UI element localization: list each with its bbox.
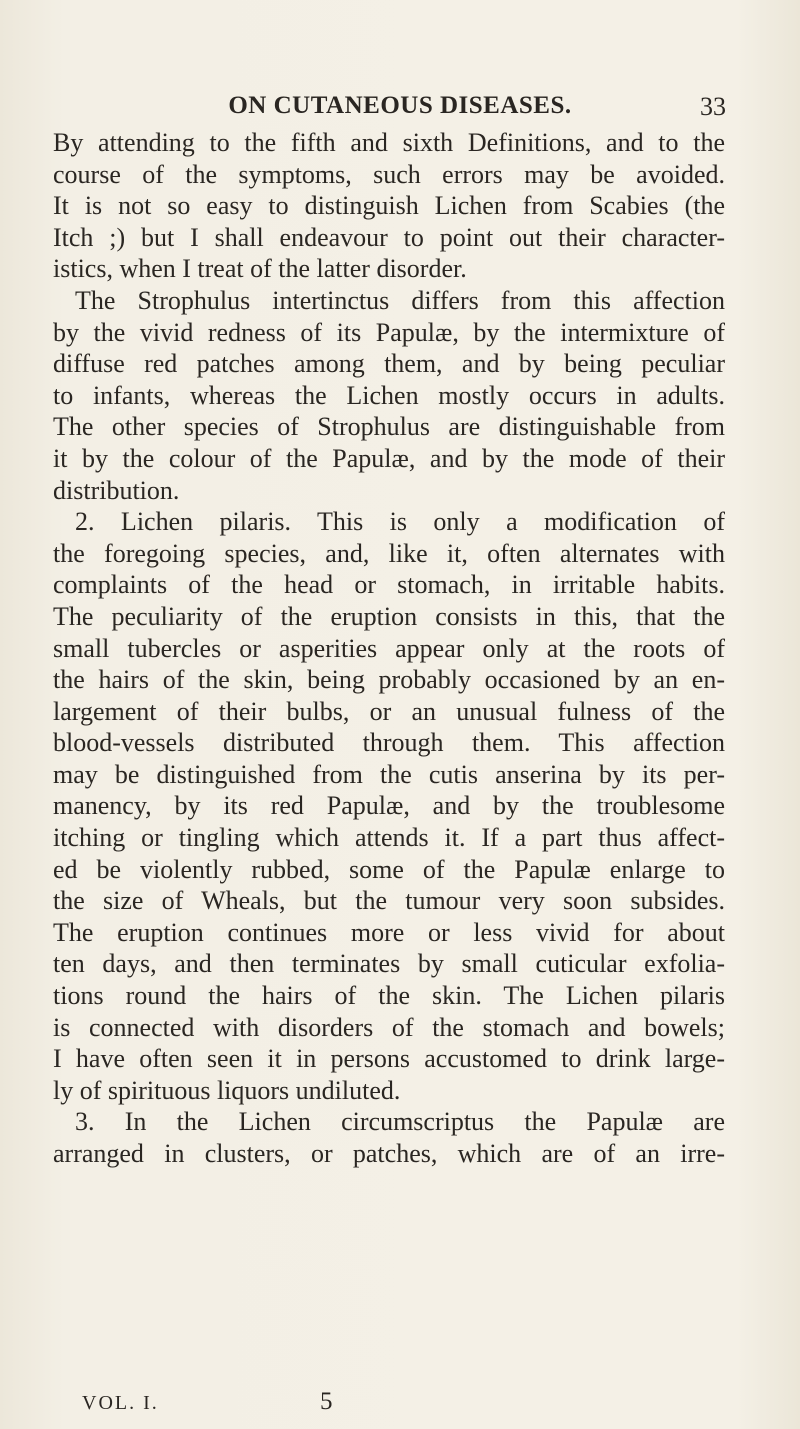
- page-footer: [82, 1388, 502, 1415]
- text-line: ed be violently rubbed, some of the Papulæ enlarge to: [53, 854, 725, 884]
- text-line: largement of their bulbs, or an unusual fulness of the: [53, 696, 725, 726]
- text-line: The other species of Strophulus are distinguishable from: [53, 412, 725, 442]
- text-line: Itch ;) but I shall endeavour to point out their character-: [53, 222, 725, 252]
- text-line: by the vivid redness of its Papulæ, by the intermixture of: [53, 317, 725, 347]
- text-line: complaints of the head or stomach, in irritable habits.: [53, 570, 725, 600]
- text-line: it by the colour of the Papulæ, and by the mode of their: [53, 443, 725, 473]
- text-line: the hairs of the skin, being probably occasioned by an en-: [53, 665, 725, 695]
- text-line: 3. In the Lichen circumscriptus the Papulæ are: [75, 1107, 725, 1137]
- text-line: The peculiarity of the eruption consists in this, that the: [53, 601, 725, 631]
- text-line: the size of Wheals, but the tumour very soon subsides.: [53, 886, 725, 916]
- text-line: to infants, whereas the Lichen mostly occurs in adults.: [53, 380, 725, 410]
- body-text: [53, 127, 725, 1170]
- text-line: itching or tingling which attends it. If a part thus affect-: [53, 823, 725, 853]
- text-line: I have often seen it in persons accustomed to drink large-: [53, 1044, 725, 1074]
- text-line: is connected with disorders of the stomach and bowels;: [53, 1012, 725, 1042]
- text-line: The Strophulus intertinctus differs from this affection: [75, 285, 725, 315]
- text-line: manency, by its red Papulæ, and by the troublesome: [53, 791, 725, 821]
- text-line: may be distinguished from the cutis anserina by its per-: [53, 759, 725, 789]
- text-line: the foregoing species, and, like it, often alternates with: [53, 538, 725, 568]
- text-line: istics, when I treat of the latter disorder.: [53, 254, 467, 284]
- text-line: small tubercles or asperities appear only at the roots of: [53, 633, 725, 663]
- text-line: course of the symptoms, such errors may be avoided.: [53, 159, 725, 189]
- text-line: distribution.: [53, 475, 180, 505]
- text-line: diffuse red patches among them, and by being peculiar: [53, 349, 725, 379]
- running-title: ON CUTANEOUS DISEASES.: [228, 92, 572, 119]
- text-line: The eruption continues more or less vivid for about: [53, 917, 725, 947]
- text-line: It is not so easy to distinguish Lichen from Scabies (the: [53, 191, 725, 221]
- text-line: arranged in clusters, or patches, which are of an irre-: [53, 1139, 725, 1168]
- text-line: ten days, and then terminates by small cuticular exfolia-: [53, 949, 725, 979]
- text-line: tions round the hairs of the skin. The Lichen pilaris: [53, 981, 725, 1011]
- page-number: 33: [700, 92, 726, 121]
- text-line: By attending to the fifth and sixth Definitions, and to the: [53, 128, 725, 157]
- text-line: 2. Lichen pilaris. This is only a modification of: [75, 507, 725, 537]
- text-line: blood-vessels distributed through them. This affection: [53, 728, 725, 758]
- signature-mark: 5: [320, 1388, 335, 1415]
- text-line: ly of spirituous liquors undiluted.: [53, 1075, 401, 1105]
- volume-label: VOL. I.: [82, 1392, 159, 1414]
